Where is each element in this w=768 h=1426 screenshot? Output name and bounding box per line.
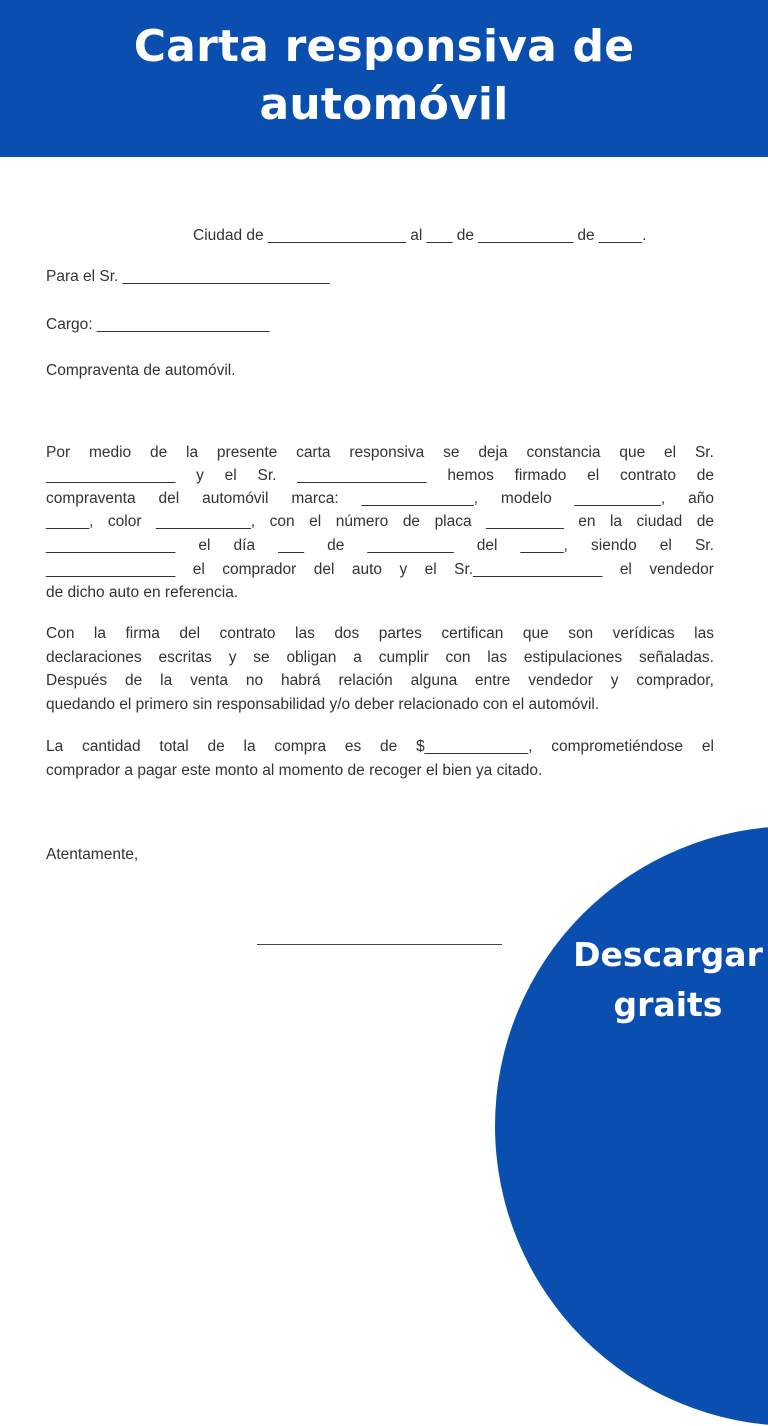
title-line-1: Carta responsiva de — [133, 21, 635, 72]
paragraph-line: Por medio de la presente carta responsiva se deja constancia que el Sr. — [46, 444, 714, 461]
paragraph-line: La cantidad total de la compra es de $____________, comprometiéndose el — [46, 738, 714, 755]
paragraph-line: de dicho auto en referencia. — [46, 584, 239, 601]
paragraph-line: declaraciones escritas y se obligan a cumplir con las estipulaciones señaladas. — [46, 649, 714, 666]
paragraph-line: _______________ y el Sr. _______________ hemos firmado el contrato de — [46, 467, 714, 484]
paragraph-line: quedando el primero sin responsabilidad y/o deber relacionado con el automóvil. — [46, 696, 600, 713]
download-button-label[interactable] — [548, 930, 768, 1030]
title-line-2: automóvil — [259, 79, 509, 130]
cta-line-2: graits — [613, 985, 723, 1024]
date-line: Ciudad de ________________ al ___ de ___________ de _____. — [193, 227, 647, 244]
paragraph-line: Después de la venta no habrá relación alguna entre vendedor y comprador, — [46, 672, 714, 689]
header-banner — [0, 0, 768, 157]
paragraph-line: _______________ el comprador del auto y el Sr._______________ el vendedor — [46, 561, 714, 578]
subject-line: Compraventa de automóvil. — [46, 362, 236, 379]
paragraph-line: comprador a pagar este monto al momento de recoger el bien ya citado. — [46, 762, 543, 779]
page-title — [0, 18, 768, 134]
recipient-line: Para el Sr. ________________________ — [46, 268, 330, 285]
paragraph-line: _____, color ___________, con el número de placa _________ en la ciudad de — [46, 513, 714, 530]
signature-line — [257, 944, 502, 945]
paragraph-line: Con la firma del contrato las dos partes certifican que son verídicas las — [46, 625, 714, 642]
cta-line-1: Descargar — [573, 935, 763, 974]
position-line: Cargo: ____________________ — [46, 316, 270, 333]
paragraph-line: _______________ el día ___ de __________ del _____, siendo el Sr. — [46, 537, 714, 554]
closing-text: Atentamente, — [46, 846, 139, 863]
paragraph-line: compraventa del automóvil marca: _____________, modelo __________, año — [46, 490, 714, 507]
